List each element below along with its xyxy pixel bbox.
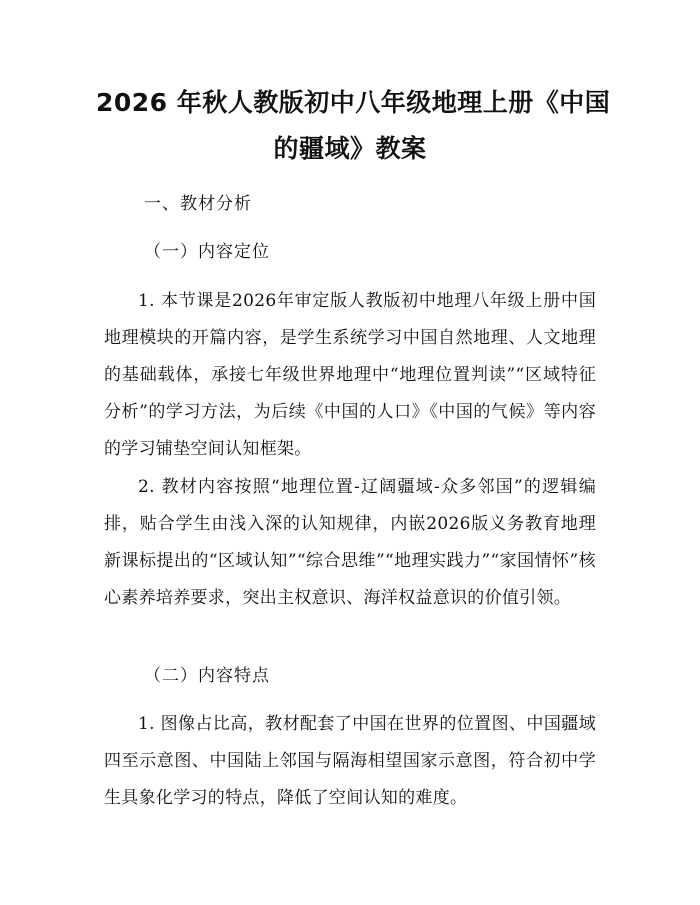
paragraph-positioning-1: 1. 本节课是2026年审定版人教版初中地理八年级上册中国地理模块的开篇内容，是学生系统学习中国自然地理、人文地理的基础载体，承接七年级世界地理中“地理位置判读”“区域特征分析”的学习方法，为后续《中国的人口》《中国的气候》等内容的学习铺垫空间认知框架。 [104, 291, 596, 459]
subsection-heading-content-features: （二）内容特点 [144, 666, 270, 686]
document-title-line-2: 的疆域》教案 [273, 134, 427, 163]
paragraph-features-1: 1. 图像占比高，教材配套了中国在世界的位置图、中国疆域四至示意图、中国陆上邻国与隔海相望国家示意图，符合初中学生具象化学习的特点，降低了空间认知的难度。 [104, 714, 596, 808]
paragraph-positioning-2: 2. 教材内容按照“地理位置-辽阔疆域-众多邻国”的逻辑编排，贴合学生由浅入深的认知规律，内嵌2026版义务教育地理新课标提出的“区域认知”“综合思维”“地理实践力”“家国情怀”核心素养培养要求，突出主权意识、海洋权益意识的价值引领。 [104, 477, 596, 608]
document-title-line-1: 2026 年秋人教版初中八年级地理上册《中国 [96, 88, 611, 117]
subsection-heading-content-positioning: （一）内容定位 [144, 242, 270, 262]
section-heading-textbook-analysis: 一、教材分析 [144, 194, 252, 214]
